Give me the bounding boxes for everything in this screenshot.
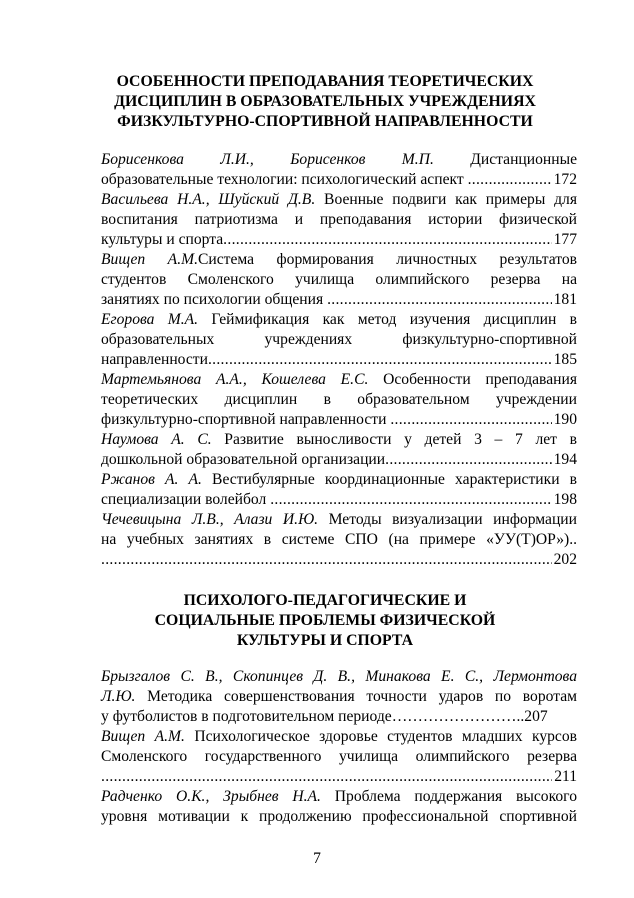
toc-entry-line xyxy=(101,350,577,370)
toc-entry-line xyxy=(101,550,577,570)
heading-line: ФИЗКУЛЬТУРНО-СПОРТИВНОЙ НАПРАВЛЕННОСТИ xyxy=(117,113,533,130)
entry-authors: Радченко О.К., Зрыбнев Н.А. xyxy=(101,788,321,805)
dot-leader xyxy=(327,290,552,310)
toc-entry-line xyxy=(101,150,577,170)
entry-authors: Л.Ю. xyxy=(101,688,136,705)
heading-line: ДИСЦИПЛИН В ОБРАЗОВАТЕЛЬНЫХ УЧРЕЖДЕНИЯХ xyxy=(114,93,536,110)
toc-entry-line xyxy=(101,450,577,470)
page-ref: 207 xyxy=(524,708,548,725)
heading-line: ОСОБЕННОСТИ ПРЕПОДАВАНИЯ ТЕОРЕТИЧЕСКИХ xyxy=(116,73,534,90)
entry-title: Психологическое здоровье студентов младших курсов xyxy=(184,728,577,745)
dot-leader xyxy=(101,550,552,570)
section-heading xyxy=(80,72,570,132)
entry-authors: Васильева Н.А., Шуйский Д.В. xyxy=(101,191,316,208)
toc-entry-line: студентов Смоленского училища олимпийского резерва на xyxy=(101,271,577,288)
dot-leader xyxy=(385,450,551,470)
toc-entry-line: теоретических дисциплин в образовательном учреждении xyxy=(101,391,577,408)
entry-title: Вестибулярные координационные характеристики в xyxy=(201,471,577,488)
entry-authors: Вищеп А.М. xyxy=(101,251,198,268)
heading-line: СОЦИАЛЬНЫЕ ПРОБЛЕМЫ ФИЗИЧЕСКОЙ xyxy=(154,612,496,629)
toc-entry-line: образовательных учреждениях физкультурно-спортивной xyxy=(101,331,577,348)
entry-authors: Егорова М.А. xyxy=(101,311,199,328)
toc-entry-line: воспитания патриотизма и преподавания истории физической xyxy=(101,211,577,228)
entry-title: направленности xyxy=(101,351,208,368)
toc-entry-line: Смоленского государственного училища олимпийского резерва xyxy=(101,748,577,765)
toc-entry-line xyxy=(101,170,577,190)
page-ref: 190 xyxy=(553,411,577,428)
page-number: 7 xyxy=(313,850,321,867)
toc-entry-line xyxy=(101,707,577,727)
page-ref: 177 xyxy=(553,231,577,248)
toc-entry-line xyxy=(101,767,577,787)
entry-authors: Ржанов А. А. xyxy=(101,471,202,488)
entry-title: Методика совершенствования точности ударов по воротам xyxy=(135,688,577,705)
entry-authors: Наумова А. С. xyxy=(101,431,212,448)
entry-title: Проблема поддержания высокого xyxy=(320,788,577,805)
toc-entry-line xyxy=(101,787,577,807)
toc-entry-line xyxy=(101,230,577,250)
toc-entry-line xyxy=(101,490,577,510)
dot-leader xyxy=(101,767,552,787)
toc-entry-line xyxy=(101,430,577,450)
dot-leader xyxy=(223,230,551,250)
page-ref: 185 xyxy=(553,351,577,368)
entry-title: образовательные технологии: психологический аспект xyxy=(101,171,468,188)
entry-title: специализации волейбол xyxy=(101,491,271,508)
toc-entry-line: на учебных занятиях в системе СПО (на примере «УУ(Т)ОР»).. xyxy=(101,531,577,548)
toc-entry-line xyxy=(101,727,577,747)
entry-title: физкультурно-спортивной направленности xyxy=(101,411,391,428)
heading-line: КУЛЬТУРЫ И СПОРТА xyxy=(236,632,414,649)
entry-authors: Мартемьянова А.А., Кошелева Е.С. xyxy=(101,371,369,388)
entry-title: Развитие выносливости у детей 3 – 7 лет в xyxy=(211,431,577,448)
page-ref: 198 xyxy=(553,491,577,508)
toc-entry-line xyxy=(101,250,577,270)
toc-entry-line xyxy=(101,190,577,210)
entry-authors: Чечевицына Л.В., Алази И.Ю. xyxy=(101,511,319,528)
toc-entry-line xyxy=(101,370,577,390)
entry-title: Геймификация как метод изучения дисциплин в xyxy=(198,311,577,328)
dot-leader xyxy=(468,170,552,190)
toc-entry-line xyxy=(101,510,577,530)
toc-entry-line xyxy=(101,410,577,430)
toc-entry-line xyxy=(101,290,577,310)
entry-title: занятиях по психологии общения xyxy=(101,291,328,308)
entry-title: Система формирования личностных результатов xyxy=(197,251,577,268)
entry-title: у футболистов в подготовительном периоде…………………….. xyxy=(101,708,525,725)
toc-entry-line xyxy=(101,687,577,707)
page-ref: 181 xyxy=(553,291,577,308)
page-ref: 194 xyxy=(553,451,577,468)
toc-entry-line xyxy=(101,470,577,490)
entry-title: культуры и спорта xyxy=(101,231,224,248)
dot-leader xyxy=(270,490,551,510)
entry-title: дошкольной образовательной организации xyxy=(101,451,386,468)
entry-title: Военные подвиги как примеры для xyxy=(315,191,578,208)
heading-line: ПСИХОЛОГО-ПЕДАГОГИЧЕСКИЕ И xyxy=(183,592,467,609)
entry-title: Дистанционные xyxy=(433,151,577,168)
toc-entry-line xyxy=(101,667,577,687)
page-ref: 202 xyxy=(553,551,577,568)
section-heading xyxy=(80,591,570,651)
page-ref: 172 xyxy=(553,171,577,188)
entry-authors: Вищеп А.М. xyxy=(101,728,185,745)
dot-leader xyxy=(208,350,552,370)
entry-title: Особенности преподавания xyxy=(368,371,577,388)
toc-entry-line xyxy=(101,310,577,330)
dot-leader xyxy=(390,410,551,430)
entry-authors: Брызгалов С. В., Скопинцев Д. В., Минакова Е. С., Лермонтова xyxy=(101,668,577,685)
entry-authors: Борисенкова Л.И., Борисенков М.П. xyxy=(101,151,434,168)
entry-title: Методы визуализации информации xyxy=(318,511,577,528)
page-ref: 211 xyxy=(554,768,577,785)
toc-entry-line: уровня мотивации к продолжению профессиональной спортивной xyxy=(101,808,577,825)
